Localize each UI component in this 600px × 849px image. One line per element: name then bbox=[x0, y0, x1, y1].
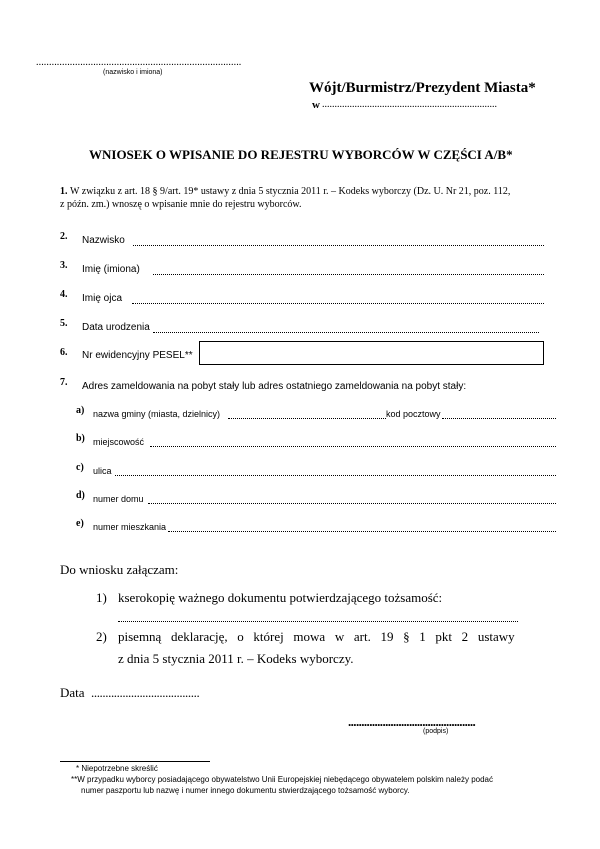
field-label: Imię (imiona) bbox=[82, 264, 140, 275]
date-dots[interactable]: ...................................... bbox=[91, 685, 200, 700]
item-label: numer mieszkania bbox=[93, 522, 167, 532]
item-label: miejscowość bbox=[93, 437, 145, 447]
intro-line-1: W związku z art. 18 § 9/art. 19* ustawy z dnia 5 stycznia 2011 r. – Kodeks wyborczy (Dz. U. Nr 21, poz. 112, bbox=[70, 186, 511, 197]
addressee-in-dots: ...................................................................... bbox=[322, 99, 497, 110]
surname-dotted-line[interactable] bbox=[133, 245, 544, 246]
field-label: Imię ojca bbox=[82, 293, 123, 304]
document-title: WNIOSEK O WPISANIE DO REJESTRU WYBORCÓW W CZĘŚCI A/B* bbox=[89, 147, 513, 162]
date-label: Data bbox=[60, 685, 85, 700]
footnote-1: * Niepotrzebne skreślić bbox=[76, 764, 158, 773]
attachment-1-dotted-line[interactable] bbox=[118, 621, 518, 622]
addressee-in-prefix: w bbox=[312, 99, 320, 111]
street-dotted-line[interactable] bbox=[115, 475, 556, 476]
name-dots: ............................................................................... bbox=[36, 57, 242, 68]
item-letter: e) bbox=[76, 518, 84, 529]
field-number: 3. bbox=[60, 260, 68, 271]
item-letter: b) bbox=[76, 433, 85, 444]
municipality-dotted-line[interactable] bbox=[228, 418, 386, 419]
field-label: Nazwisko bbox=[82, 235, 125, 246]
attachment-2-number: 2) bbox=[96, 629, 107, 644]
attachment-1-text: kserokopię ważnego dokumentu potwierdzającego tożsamość: bbox=[118, 590, 443, 605]
father-name-dotted-line[interactable] bbox=[132, 303, 544, 304]
field-number: 4. bbox=[60, 289, 68, 300]
footnote-2-line-1: **W przypadku wyborcy posiadającego obywatelstwo Unii Europejskiej niebędącego obywatelem polskim należy podać bbox=[71, 775, 494, 784]
field-number: 2. bbox=[60, 231, 68, 242]
postal-code-dotted-line[interactable] bbox=[442, 418, 556, 419]
house-number-dotted-line[interactable] bbox=[148, 503, 556, 504]
attachment-1-number: 1) bbox=[96, 590, 107, 605]
pesel-input-box[interactable] bbox=[199, 341, 544, 365]
apartment-number-dotted-line[interactable] bbox=[168, 531, 556, 532]
item-letter: c) bbox=[76, 462, 84, 473]
birth-date-dotted-line[interactable] bbox=[153, 332, 539, 333]
item-label: ulica bbox=[93, 466, 112, 476]
field-number: 6. bbox=[60, 347, 68, 358]
signature-dots[interactable]: ................................................ bbox=[348, 714, 476, 729]
locality-dotted-line[interactable] bbox=[150, 446, 556, 447]
field-number: 5. bbox=[60, 318, 68, 329]
postal-code-label: kod pocztowy bbox=[386, 409, 441, 419]
address-number: 7. bbox=[60, 377, 68, 388]
first-names-dotted-line[interactable] bbox=[153, 274, 544, 275]
address-heading: Adres zameldowania na pobyt stały lub adres ostatniego zameldowania na pobyt stały: bbox=[82, 381, 467, 392]
item-letter: d) bbox=[76, 490, 85, 501]
item-label: numer domu bbox=[93, 494, 144, 504]
intro-number: 1. bbox=[60, 186, 68, 197]
name-caption: (nazwisko i imiona) bbox=[103, 69, 163, 76]
item-letter: a) bbox=[76, 405, 85, 416]
footnote-2-line-2: numer paszportu lub nazwę i numer innego dokumentu stwierdzającego tożsamość wyborcy. bbox=[81, 786, 410, 795]
field-label: Nr ewidencyjny PESEL** bbox=[82, 350, 193, 361]
field-label: Data urodzenia bbox=[82, 322, 150, 333]
footnote-separator bbox=[60, 761, 210, 762]
addressee: Wójt/Burmistrz/Prezydent Miasta* bbox=[309, 80, 536, 96]
attachments-heading: Do wniosku załączam: bbox=[60, 562, 179, 577]
signature-caption: (podpis) bbox=[423, 728, 449, 735]
attachment-2-line-2: z dnia 5 stycznia 2011 r. – Kodeks wyborczy. bbox=[118, 651, 354, 666]
attachment-2-line-1: pisemną deklarację, o której mowa w art. 19 § 1 pkt 2 ustawy bbox=[118, 629, 515, 644]
item-label: nazwa gminy (miasta, dzielnicy) bbox=[93, 409, 221, 419]
intro-line-2: z późn. zm.) wnoszę o wpisanie mnie do rejestru wyborców. bbox=[60, 199, 302, 210]
